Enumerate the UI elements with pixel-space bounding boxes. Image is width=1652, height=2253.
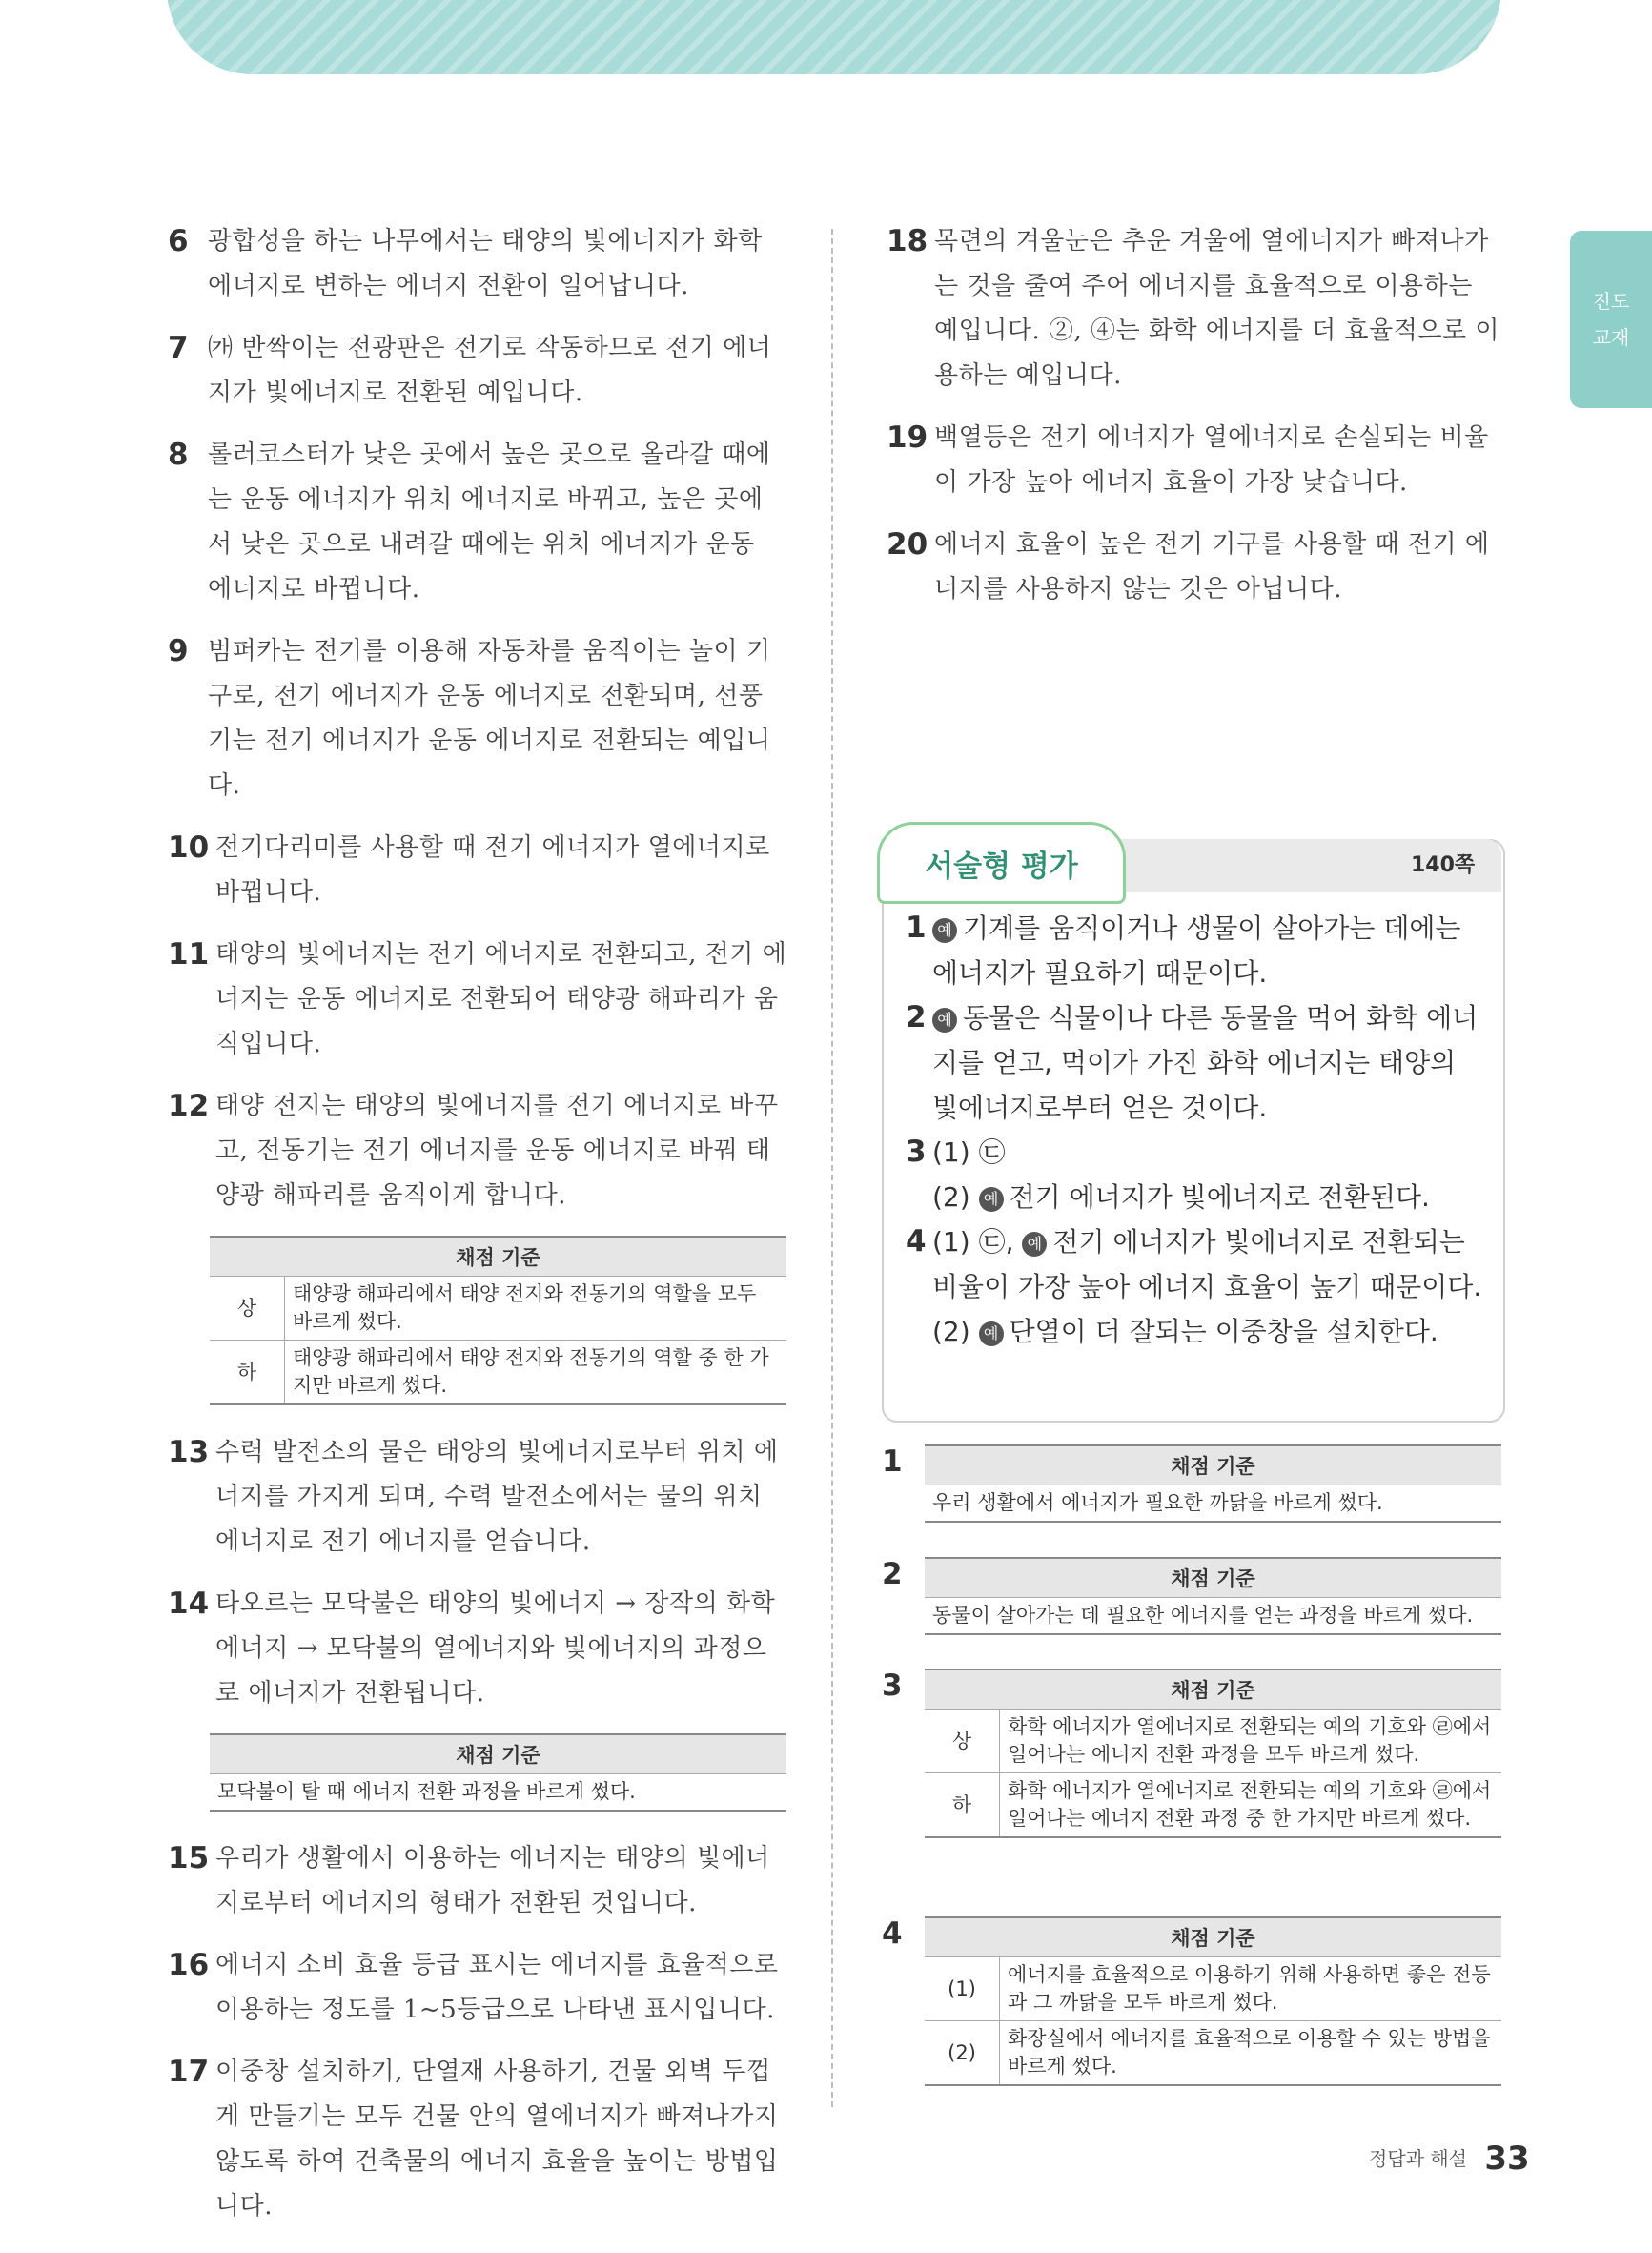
criteria-cell: 모닥불이 탈 때 에너지 전환 과정을 바르게 썼다. (210, 1774, 786, 1812)
eval-answer-text: 동물은 식물이나 다른 동물을 먹어 화학 에너지를 얻고, 먹이가 가진 화학 에너지는 태양의 빛에너지로부터 얻은 것이다. (932, 1002, 1479, 1123)
table-row (925, 1710, 1501, 1773)
criteria-cell: 태양광 해파리에서 태양 전지와 전동기의 역할 중 한 가지만 바르게 썼다. (285, 1341, 787, 1405)
column-divider (831, 229, 833, 2107)
scoring-table (925, 1669, 1501, 1838)
item-number: 14 (168, 1587, 210, 1621)
table-row (210, 1341, 786, 1405)
criteria-cell: 에너지를 효율적으로 이용하기 위해 사용하면 좋은 전등과 그 까닭을 모두 바르게 썼다. (1000, 1957, 1502, 2021)
scoring-table-12 (210, 1236, 786, 1405)
table-header: 채점 기준 (210, 1734, 786, 1774)
grade-cell: (1) (925, 1957, 1000, 2021)
chapter-tab-line1: 진도 (1592, 290, 1630, 313)
answer-item (887, 416, 1501, 505)
sub-label: (1) (932, 1137, 970, 1168)
eval-number: 3 (906, 1135, 927, 1169)
eval-answer-4-2 (906, 1309, 1487, 1354)
scoring-number: 1 (882, 1444, 903, 1479)
grade-cell: 하 (210, 1341, 285, 1405)
sub-label: (2) (932, 1316, 970, 1347)
item-text: 목련의 겨울눈은 추운 겨울에 열에너지가 빠져나가는 것을 줄여 주어 에너지를 효율적으로 이용하는 예입니다. ②, ④는 화학 에너지를 더 효율적으로 이용하는 예입니다. (934, 227, 1499, 390)
eval-answer-4-1 (906, 1219, 1487, 1309)
eval-number: 4 (906, 1224, 927, 1259)
item-number: 16 (168, 1948, 210, 1982)
item-number: 7 (168, 331, 189, 365)
table-header: 채점 기준 (210, 1237, 786, 1277)
left-column (168, 219, 787, 2246)
answer-item (168, 1430, 787, 1565)
scoring-table (925, 1557, 1501, 1635)
table-header: 채점 기준 (925, 1445, 1501, 1485)
scoring-number: 2 (882, 1557, 903, 1591)
item-number: 12 (168, 1089, 210, 1123)
item-text: 태양의 빛에너지는 전기 에너지로 전환되고, 전기 에너지는 운동 에너지로 전환되어 태양광 해파리가 움직입니다. (215, 940, 787, 1058)
table-header: 채점 기준 (925, 1558, 1501, 1598)
answer-item (887, 219, 1501, 399)
item-text: 태양 전지는 태양의 빛에너지를 전기 에너지로 바꾸고, 전동기는 전기 에너지를 운동 에너지로 바꿔 태양광 해파리를 움직이게 합니다. (215, 1092, 779, 1210)
scoring-table (925, 1444, 1501, 1523)
page-number: 33 (1484, 2140, 1530, 2178)
grade-cell: 상 (210, 1277, 285, 1341)
eval-answer-3-1 (906, 1130, 1487, 1175)
item-text: 전기다리미를 사용할 때 전기 에너지가 열에너지로 바뀝니다. (215, 833, 770, 907)
item-number: 18 (887, 224, 928, 258)
answer-item (168, 1943, 787, 2033)
criteria-cell: 화학 에너지가 열에너지로 전환되는 예의 기호와 ㉣에서 일어나는 에너지 전환 과정 중 한 가지만 바르게 썼다. (1000, 1773, 1502, 1838)
answer-item (887, 522, 1501, 612)
item-text: 수력 발전소의 물은 태양의 빛에너지로부터 위치 에너지를 가지게 되며, 수력 발전소에서는 물의 위치 에너지로 전기 에너지를 얻습니다. (215, 1438, 779, 1556)
table-row (925, 1773, 1501, 1838)
table-row (925, 2021, 1501, 2086)
eval-answer-3-2 (906, 1175, 1487, 1219)
eval-answer-text: 전기 에너지가 빛에너지로 전환되는 비율이 가장 높아 에너지 효율이 높기 때문이다. (932, 1226, 1482, 1302)
table-row (925, 1485, 1501, 1523)
table-row (210, 1774, 786, 1812)
item-number: 17 (168, 2055, 210, 2089)
scoring-table (925, 1916, 1501, 2086)
item-text: 에너지 소비 효율 등급 표시는 에너지를 효율적으로 이용하는 정도를 1~5등급으로 나타낸 표시입니다. (215, 1951, 779, 2024)
eval-answer-2 (906, 995, 1487, 1130)
eval-number: 2 (906, 1000, 927, 1034)
scoring-block-4 (882, 1916, 1501, 2086)
chapter-tab-line2: 교재 (1592, 326, 1630, 349)
item-number: 11 (168, 937, 210, 972)
item-number: 19 (887, 420, 928, 455)
item-text: 우리가 생활에서 이용하는 에너지는 태양의 빛에너지로부터 에너지의 형태가 전환된 것입니다. (215, 1844, 770, 1917)
table-row (210, 1277, 786, 1341)
item-number: 15 (168, 1841, 210, 1875)
item-text: 롤러코스터가 낮은 곳에서 높은 곳으로 올라갈 때에는 운동 에너지가 위치 에너지로 바뀌고, 높은 곳에서 낮은 곳으로 내려갈 때에는 위치 에너지가 운동 에너지로 바뀝니다. (208, 440, 771, 604)
item-number: 13 (168, 1435, 210, 1469)
table-row (925, 1598, 1501, 1635)
criteria-cell: 동물이 살아가는 데 필요한 에너지를 얻는 과정을 바르게 썼다. (925, 1598, 1501, 1635)
sub-label: (1) (932, 1226, 970, 1258)
item-number: 9 (168, 634, 189, 668)
scoring-block-1 (882, 1444, 1501, 1523)
descriptive-eval-title: 서술형 평가 (877, 822, 1126, 904)
top-banner (167, 0, 1501, 74)
scoring-number: 3 (882, 1669, 903, 1703)
scoring-block-3 (882, 1669, 1501, 1838)
sub-symbol: ㉢, (978, 1226, 1014, 1258)
eval-answer-1 (906, 906, 1487, 995)
example-badge: 예 (932, 918, 957, 943)
answer-item (168, 219, 787, 309)
example-badge: 예 (1022, 1232, 1047, 1257)
answer-item (168, 1582, 787, 1716)
item-number: 8 (168, 438, 189, 472)
eval-answer-text: ㉢ (978, 1137, 1006, 1168)
answer-item (168, 2050, 787, 2229)
example-badge: 예 (979, 1187, 1004, 1212)
answer-item (168, 826, 787, 915)
example-badge: 예 (932, 1008, 957, 1033)
answer-item (168, 1836, 787, 1926)
criteria-cell: 태양광 해파리에서 태양 전지와 전동기의 역할을 모두 바르게 썼다. (285, 1277, 787, 1341)
answer-item (168, 629, 787, 809)
item-text: 타오르는 모닥불은 태양의 빛에너지 → 장작의 화학 에너지 → 모닥불의 열에너지와 빛에너지의 과정으로 에너지가 전환됩니다. (215, 1589, 776, 1708)
item-text: 광합성을 하는 나무에서는 태양의 빛에너지가 화학 에너지로 변하는 에너지 전환이 일어납니다. (208, 227, 763, 300)
item-text: 에너지 효율이 높은 전기 기구를 사용할 때 전기 에너지를 사용하지 않는 것은 아닙니다. (934, 530, 1490, 604)
sub-label: (2) (932, 1181, 970, 1213)
criteria-cell: 우리 생활에서 에너지가 필요한 까닭을 바르게 썼다. (925, 1485, 1501, 1523)
item-text: 이중창 설치하기, 단열재 사용하기, 건물 외벽 두껍게 만들기는 모두 건물 안의 열에너지가 빠져나가지 않도록 하여 건축물의 에너지 효율을 높이는 방법입니다. (215, 2058, 779, 2221)
footer-label: 정답과 해설 (1369, 2147, 1467, 2170)
criteria-cell: 화학 에너지가 열에너지로 전환되는 예의 기호와 ㉣에서 일어나는 에너지 전환 과정을 모두 바르게 썼다. (1000, 1710, 1502, 1773)
scoring-table-14 (210, 1733, 786, 1812)
eval-answer-text: 기계를 움직이거나 생물이 살아가는 데에는 에너지가 필요하기 때문이다. (932, 912, 1461, 989)
item-number: 6 (168, 224, 189, 258)
item-text: 백열등은 전기 에너지가 열에너지로 손실되는 비율이 가장 높아 에너지 효율이 가장 낮습니다. (934, 423, 1489, 497)
example-badge: 예 (979, 1321, 1004, 1346)
eval-number: 1 (906, 911, 927, 945)
table-header: 채점 기준 (925, 1917, 1501, 1957)
table-header: 채점 기준 (925, 1669, 1501, 1710)
chapter-tab[interactable] (1570, 231, 1652, 408)
criteria-cell: 화장실에서 에너지를 효율적으로 이용할 수 있는 방법을 바르게 썼다. (1000, 2021, 1502, 2086)
item-number: 20 (887, 527, 928, 562)
answer-item (168, 326, 787, 416)
eval-answer-text: 전기 에너지가 빛에너지로 전환된다. (1009, 1181, 1430, 1213)
descriptive-eval-page-ref: 140쪽 (1411, 853, 1476, 877)
page-footer (1369, 2140, 1530, 2178)
item-number: 10 (168, 830, 210, 865)
item-text: ㈎ 반짝이는 전광판은 전기로 작동하므로 전기 에너지가 빛에너지로 전환된 예입니다. (208, 334, 772, 407)
grade-cell: (2) (925, 2021, 1000, 2086)
grade-cell: 하 (925, 1773, 1000, 1838)
answer-item (168, 932, 787, 1067)
answer-item (168, 433, 787, 612)
eval-answer-text: 단열이 더 잘되는 이중창을 설치한다. (1009, 1316, 1438, 1347)
scoring-block-2 (882, 1557, 1501, 1635)
right-column (887, 219, 1501, 629)
answer-item (168, 1084, 787, 1219)
grade-cell: 상 (925, 1710, 1000, 1773)
descriptive-eval-content (906, 906, 1487, 1354)
item-text: 범퍼카는 전기를 이용해 자동차를 움직이는 놀이 기구로, 전기 에너지가 운동 에너지로 전환되며, 선풍기는 전기 에너지가 운동 에너지로 전환되는 예입니다. (208, 637, 771, 800)
table-row (925, 1957, 1501, 2021)
scoring-number: 4 (882, 1916, 903, 1951)
